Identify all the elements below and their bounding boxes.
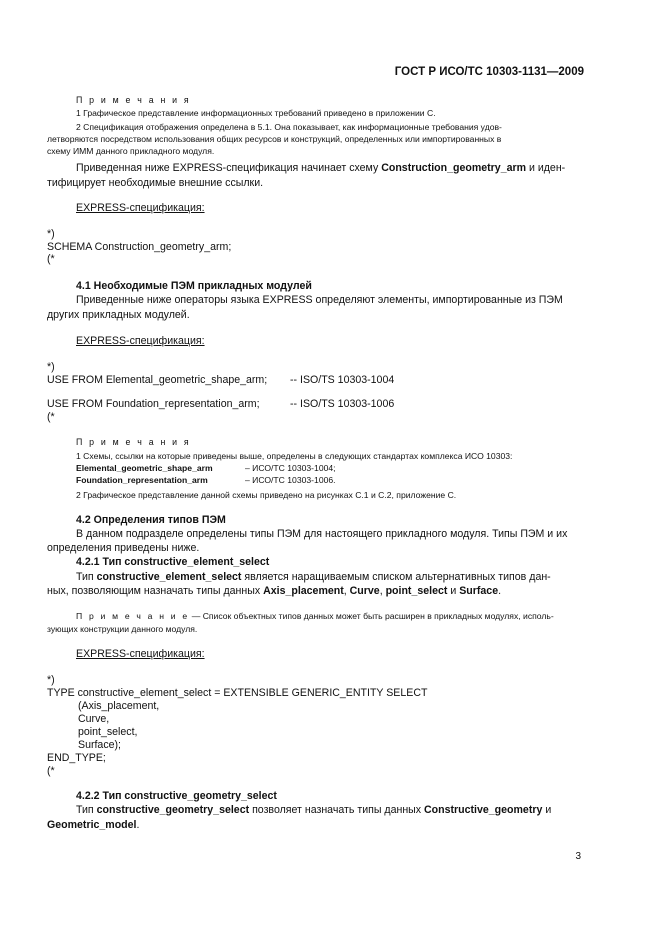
schema-declaration: SCHEMA Construction_geometry_arm; (47, 241, 232, 253)
section-4-1-title: 4.1 Необходимые ПЭМ прикладных модулей (76, 280, 312, 292)
para-text: Тип (76, 804, 97, 816)
note-2: 2 Графическое представление данной схемы приведено на рисунках С.1 и С.2, приложение С. (76, 490, 457, 500)
type-name: Curve (349, 585, 380, 597)
use-from-line-1: USE FROM Elemental_geometric_shape_arm; (47, 374, 268, 386)
use-from-comment-2: -- ISO/TS 10303-1006 (290, 398, 395, 410)
section-4-2-line-2: определения приведены ниже. (47, 542, 200, 554)
ref-name-2: Foundation_representation_arm (76, 475, 208, 485)
type-name: point_select (385, 585, 448, 597)
type-member: Curve, (78, 713, 110, 725)
notes-heading: П р и м е ч а н и я (76, 95, 191, 105)
schema-name: Construction_geometry_arm (381, 162, 527, 174)
note-heading: П р и м е ч а н и е (76, 611, 190, 621)
type-name: constructive_element_select (96, 571, 242, 583)
type-name: constructive_geometry_select (96, 804, 250, 816)
type-name: Constructive_geometry (424, 804, 543, 816)
intro-line-1 (76, 162, 565, 174)
section-4-2-title: 4.2 Определения типов ПЭМ (76, 514, 226, 526)
note-2-line-2: летворяются посредством использования общих ресурсов и конструкций, определенных или импортированных в (47, 134, 502, 144)
type-name: Geometric_model (47, 819, 137, 831)
express-spec-label: EXPRESS-спецификация: (76, 202, 205, 214)
section-4-2-1-title: 4.2.1 Тип constructive_element_select (76, 556, 270, 568)
note-1: 1 Графическое представление информационных требований приведено в приложении С. (76, 108, 436, 118)
section-4-1-line-1: Приведенные ниже операторы языка EXPRESS определяют элементы, импортированные из ПЭМ (76, 294, 563, 306)
intro-text: Приведенная ниже EXPRESS-спецификация начинает схему (76, 162, 382, 174)
type-member: Surface); (78, 739, 121, 751)
ref-standard-1: – ИСО/ТС 10303-1004; (245, 463, 336, 473)
separator: , (343, 585, 350, 597)
page-number: 3 (575, 851, 581, 862)
document-header: ГОСТ Р ИСО/ТС 10303-1131—2009 (394, 66, 584, 78)
code-close: (* (47, 765, 55, 777)
para-text: и (542, 804, 552, 816)
type-name: Surface (459, 585, 499, 597)
notes-heading: П р и м е ч а н и я (76, 437, 191, 447)
para-text: является наращиваемым списком альтернативных типов дан- (241, 571, 551, 583)
type-declaration: TYPE constructive_element_select = EXTENSIBLE GENERIC_ENTITY SELECT (47, 687, 428, 699)
code-open: *) (47, 674, 55, 686)
use-from-comment-1: -- ISO/TS 10303-1004 (290, 374, 395, 386)
intro-text-end: и иден- (526, 162, 566, 174)
para-text: Тип (76, 571, 97, 583)
type-member: (Axis_placement, (78, 700, 160, 712)
separator: и (447, 585, 460, 597)
code-open: *) (47, 361, 55, 373)
separator: , (379, 585, 386, 597)
note-2-line-3: схему ИММ данного прикладного модуля. (47, 146, 215, 156)
note-line-1 (76, 611, 554, 621)
period: . (136, 819, 140, 831)
use-from-line-2: USE FROM Foundation_representation_arm; (47, 398, 260, 410)
para-text: ных, позволяющим назначать типы данных (47, 585, 264, 597)
intro-line-2: тифицирует необходимые внешние ссылки. (47, 177, 264, 189)
type-name: Axis_placement (263, 585, 344, 597)
note-line-2: зующих конструкции данного модуля. (47, 624, 198, 634)
code-close: (* (47, 411, 55, 423)
period: . (498, 585, 502, 597)
express-spec-label: EXPRESS-спецификация: (76, 335, 205, 347)
para-text: позволяет назначать типы данных (249, 804, 425, 816)
section-4-2-line-1: В данном подразделе определены типы ПЭМ для настоящего прикладного модуля. Типы ПЭМ и их (76, 528, 568, 540)
section-4-2-1-line-2 (47, 585, 501, 597)
code-open: *) (47, 228, 55, 240)
section-4-2-2-line-2 (47, 819, 139, 831)
section-4-2-2-line-1 (76, 804, 551, 816)
section-4-2-1-line-1 (76, 571, 551, 583)
ref-name-1: Elemental_geometric_shape_arm (76, 463, 213, 473)
note-2-line-1: 2 Спецификация отображения определена в 5.1. Она показывает, как информационные требования удов- (76, 122, 502, 132)
express-spec-label: EXPRESS-спецификация: (76, 648, 205, 660)
end-type: END_TYPE; (47, 752, 106, 764)
section-4-2-2-title: 4.2.2 Тип constructive_geometry_select (76, 790, 277, 802)
note-1: 1 Схемы, ссылки на которые приведены выше, определены в следующих стандартах комплекса ИСО 10303: (76, 451, 513, 461)
type-member: point_select, (78, 726, 138, 738)
code-close: (* (47, 253, 55, 265)
note-text: — Список объектных типов данных может быть расширен в прикладных модулях, исполь- (189, 611, 554, 621)
section-4-1-line-2: других прикладных модулей. (47, 309, 190, 321)
ref-standard-2: – ИСО/ТС 10303-1006. (245, 475, 336, 485)
